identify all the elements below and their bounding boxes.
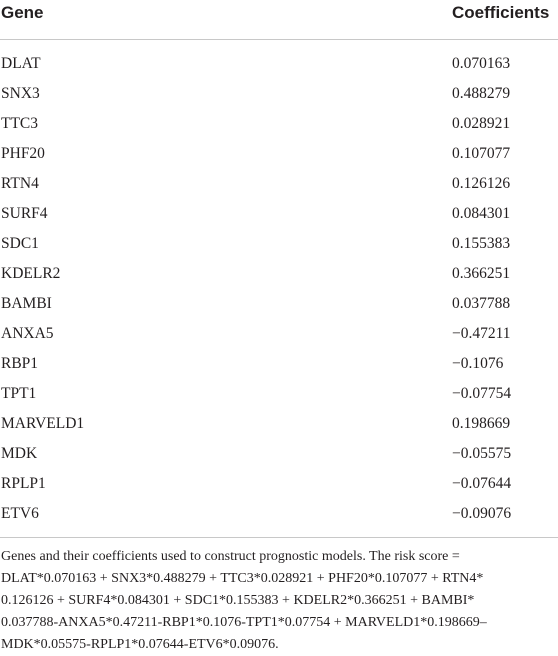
coefficient-cell: 0.488279 [452, 85, 511, 102]
header-gene: Gene [1, 3, 44, 22]
coefficient-cell: 0.037788 [452, 295, 511, 312]
gene-cell: SNX3 [1, 85, 40, 102]
gene-cell: RTN4 [1, 175, 39, 192]
table-row [0, 231, 558, 261]
gene-cell: ETV6 [1, 505, 39, 522]
coefficient-cell: −0.07754 [452, 385, 512, 402]
gene-cell: TPT1 [1, 385, 37, 402]
gene-cell: MDK [1, 445, 38, 462]
table-row [0, 411, 558, 441]
gene-cell: RBP1 [1, 355, 39, 372]
coefficient-cell: −0.05575 [452, 445, 512, 462]
coefficient-cell: −0.07644 [452, 475, 512, 492]
table-row [0, 501, 558, 531]
coefficient-cell: 0.366251 [452, 265, 511, 282]
table-row [0, 471, 558, 501]
table-row [0, 51, 558, 81]
coefficient-cell: 0.084301 [452, 205, 511, 222]
table-row [0, 351, 558, 381]
table-row [0, 111, 558, 141]
coefficient-cell: 0.070163 [452, 55, 511, 72]
coefficient-cell: 0.028921 [452, 115, 511, 132]
table-bottom-rule [0, 537, 558, 538]
table-row [0, 171, 558, 201]
coefficient-cell: 0.126126 [452, 175, 511, 192]
coefficient-cell: −0.1076 [452, 355, 504, 372]
gene-cell: SDC1 [1, 235, 39, 252]
footnote-line: DLAT*0.070163 + SNX3*0.488279 + TTC3*0.028921 + PHF20*0.107077 + RTN4* [1, 571, 484, 586]
footnote-line: Genes and their coefficients used to construct prognostic models. The risk score = [1, 549, 460, 564]
table-row [0, 81, 558, 111]
table-header-row [0, 0, 558, 40]
table-row [0, 321, 558, 351]
footnote-line: 0.037788-ANXA5*0.47211-RBP1*0.1076-TPT1*0.07754 + MARVELD1*0.198669– [1, 615, 487, 630]
coefficient-cell: 0.198669 [452, 415, 511, 432]
gene-cell: RPLP1 [1, 475, 46, 492]
table-row [0, 381, 558, 411]
footnote-line: 0.126126 + SURF4*0.084301 + SDC1*0.155383 + KDELR2*0.366251 + BAMBI* [1, 593, 475, 608]
coefficient-cell: −0.09076 [452, 505, 512, 522]
coefficient-cell: −0.47211 [452, 325, 511, 342]
table-row [0, 441, 558, 471]
coefficient-cell: 0.107077 [452, 145, 511, 162]
coefficient-cell: 0.155383 [452, 235, 511, 252]
gene-cell: DLAT [1, 55, 41, 72]
gene-cell: MARVELD1 [1, 415, 85, 432]
gene-cell: TTC3 [1, 115, 39, 132]
table-row [0, 141, 558, 171]
gene-cell: KDELR2 [1, 265, 61, 282]
footnote-line: MDK*0.05575-RPLP1*0.07644-ETV6*0.09076. [1, 637, 279, 652]
table-footnote [1, 546, 557, 656]
header-coefficients: Coefficients [452, 3, 550, 22]
table-row [0, 291, 558, 321]
gene-cell: SURF4 [1, 205, 48, 222]
table-row [0, 201, 558, 231]
gene-cell: BAMBI [1, 295, 52, 312]
gene-cell: ANXA5 [1, 325, 54, 342]
table-body [0, 51, 558, 531]
gene-cell: PHF20 [1, 145, 45, 162]
table-row [0, 261, 558, 291]
